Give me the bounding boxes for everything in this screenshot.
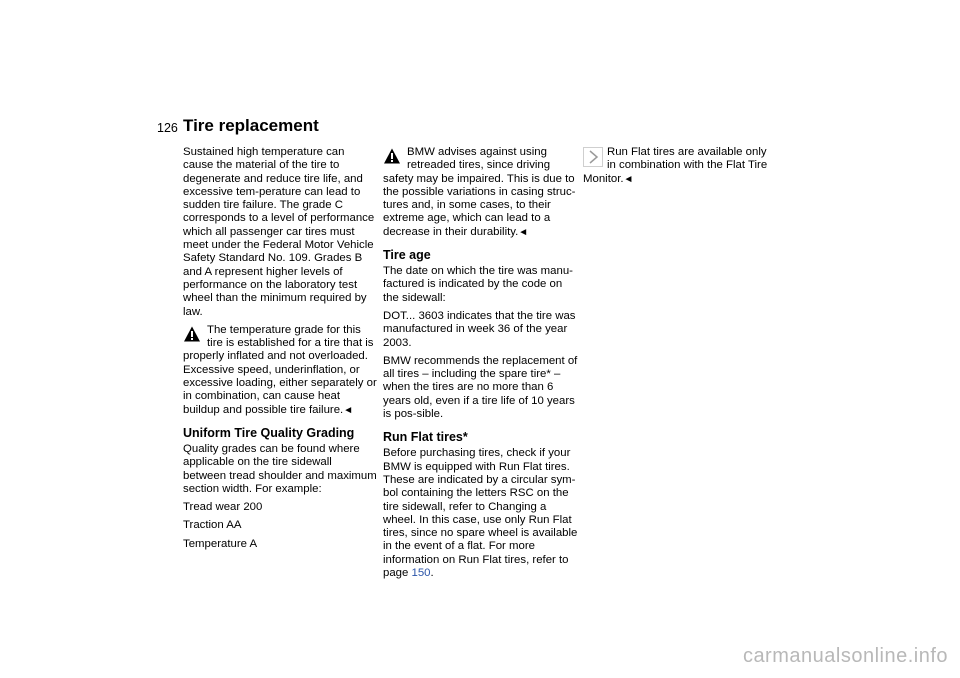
paragraph-temperature-grade: Temperature A bbox=[183, 537, 258, 550]
end-mark: ◄ bbox=[623, 173, 634, 185]
paragraph-tread-wear: Tread wear 200 bbox=[183, 501, 263, 514]
column-middle bbox=[383, 146, 578, 585]
page-title: Tire replacement bbox=[183, 116, 319, 135]
warning-note-retreaded bbox=[383, 146, 578, 239]
info-note-text: Run Flat tires are available only in combination with the Flat Tire Monitor. bbox=[583, 146, 768, 185]
heading-tire-age: Tire age bbox=[383, 248, 431, 263]
heading-utqg: Uniform Tire Quality Grading bbox=[183, 425, 355, 440]
warning-note-temperature bbox=[183, 324, 378, 417]
page-number: 126 bbox=[157, 121, 178, 135]
warning-triangle-icon bbox=[183, 325, 201, 343]
warning-triangle-icon bbox=[383, 147, 401, 165]
info-arrow-icon bbox=[583, 147, 601, 165]
paragraph-quality-grades: Quality grades can be found where applicable on the tire sidewall between tread shoulder and maximum section width. For example: bbox=[183, 442, 377, 495]
end-mark: ◄ bbox=[518, 226, 529, 238]
page-reference-link[interactable]: 150 bbox=[411, 567, 431, 580]
paragraph-run-flat bbox=[383, 447, 578, 580]
info-note-flat-tire-monitor bbox=[583, 146, 778, 186]
heading-run-flat: Run Flat tires* bbox=[383, 430, 468, 445]
warning-note-text: The temperature grade for this tire is established for a tire that is properly inflated and not overloaded. Excessive speed, underinflation, or excessive loading, either separately or in combination, can cause heat buildup and possible tire failure. bbox=[183, 323, 377, 416]
paragraph-replacement-age: BMW recommends the replacement of all tires – including the spare tire* – when the tires are no more than 6 years old, even if a tire life of 10 years is pos-sible. bbox=[383, 354, 578, 421]
run-flat-text: Before purchasing tires, check if your BMW is equipped with Run Flat tires. These are indicated by a circular sym-bol containing the letters RSC on the tire sidewall, refer to Changing a wheel. In this case, use only Run Flat tires, since no spare wheel is available in the event of a flat. For more information on Run Flat tires, refer to page bbox=[383, 447, 578, 580]
paragraph-manufacture-date: The date on which the tire was manu-factured is indicated by the code on the sidewall: bbox=[383, 265, 573, 304]
end-mark: ◄ bbox=[343, 404, 354, 416]
column-left bbox=[183, 146, 378, 556]
column-right bbox=[583, 146, 778, 191]
paragraph-traction: Traction AA bbox=[183, 519, 242, 532]
warning-note-text: BMW advises against using retreaded tires, since driving safety may be impaired. This is due to the possible variations in casing struc-tures and, in some cases, to their extreme age, which can lead to a decrease in their durability. bbox=[383, 146, 576, 238]
watermark: carmanualsonline.info bbox=[742, 645, 948, 667]
paragraph-dot-code: DOT... 3603 indicates that the tire was manufactured in week 36 of the year 2003. bbox=[383, 309, 576, 349]
run-flat-text-end: . bbox=[430, 567, 434, 580]
paragraph-temperature: Sustained high temperature can cause the material of the tire to degenerate and reduce tire life, and excessive tem-perature can lead to sudden tire failure. The grade C corresponds to a level of performance which all passenger car tires must meet under the Federal Motor Vehicle Safety Standard No. 109. Grades B and A represent higher levels of performance on the laboratory test wheel than the minimum required by law. bbox=[183, 146, 375, 318]
